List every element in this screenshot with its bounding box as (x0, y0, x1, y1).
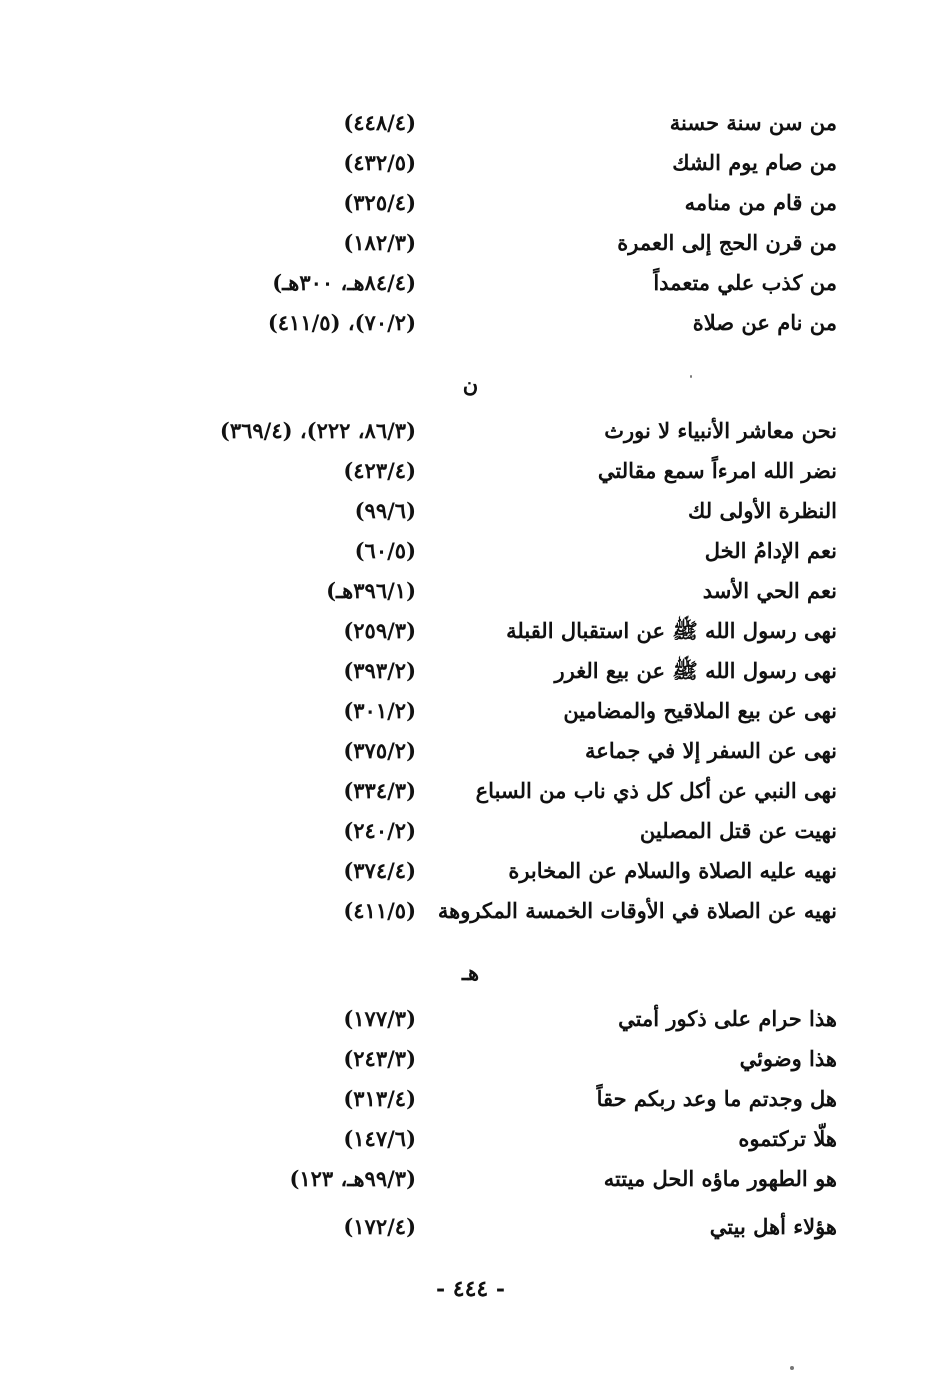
entry-ref: (٣٧٥/٢) (343, 738, 416, 763)
entry-text: نهى رسول الله ﷺ عن بيع الغرر (554, 658, 837, 683)
entry-ref: (٤١١/٥) (343, 898, 416, 923)
entry-text: من قام من منامه (684, 190, 837, 215)
index-entry (0, 896, 941, 936)
entry-text: هل وجدتم ما وعد ربكم حقاً (596, 1086, 837, 1111)
index-entry (0, 108, 941, 148)
index-entry (0, 1212, 941, 1252)
entry-text: هو الطهور ماؤه الحل ميتته (603, 1166, 837, 1191)
index-entry (0, 268, 941, 308)
entry-text: نحن معاشر الأنبياء لا نورث (604, 418, 837, 443)
entry-text: نهى النبي عن أكل كل ذي ناب من السباع (475, 778, 837, 803)
index-entry (0, 536, 941, 576)
entry-ref: (٢٤٣/٣) (343, 1046, 416, 1071)
entry-text: نهيت عن قتل المصلين (639, 818, 837, 843)
section-heading-noon: ن (462, 372, 479, 397)
entry-ref: (٢٤٠/٢) (343, 818, 416, 843)
section-heading-haa: هـ (461, 960, 480, 985)
entry-text: نهيه عن الصلاة في الأوقات الخمسة المكروهة (437, 898, 837, 923)
index-entry (0, 308, 941, 348)
entry-text: هلّا تركتموه (738, 1126, 837, 1151)
entry-ref: (٣٢٥/٤) (343, 190, 416, 215)
page-number: - ٤٤٤ - (435, 1276, 506, 1302)
entry-ref: (٤٢٣/٤) (343, 458, 416, 483)
index-entry (0, 696, 941, 736)
entry-ref: (٧٠/٢)، (٤١١/٥) (267, 310, 416, 335)
scan-speck (690, 375, 692, 378)
index-entry (0, 736, 941, 776)
entry-text: هؤلاء أهل بيتي (709, 1214, 837, 1239)
entry-text: نضر الله امرءاً سمع مقالتي (597, 458, 837, 483)
index-entry (0, 1044, 941, 1084)
entry-ref: (١٧٢/٤) (343, 1214, 416, 1239)
entry-ref: (٩٩/٣هـ، ١٢٣) (289, 1166, 416, 1191)
entry-ref: (٣٠١/٢) (343, 698, 416, 723)
index-entry (0, 576, 941, 616)
entry-ref: (١٨٢/٣) (343, 230, 416, 255)
entry-text: من قرن الحج إلى العمرة (617, 230, 837, 255)
index-entry (0, 188, 941, 228)
entry-text: هذا وضوئي (739, 1046, 837, 1071)
entry-text: نعم الإدامُ الخل (704, 538, 837, 563)
index-entry (0, 616, 941, 656)
index-entry (0, 456, 941, 496)
entry-ref: (٤٣٢/٥) (343, 150, 416, 175)
entry-ref: (٣٩٦/١هـ) (326, 578, 416, 603)
entry-ref: (٣٧٤/٤) (343, 858, 416, 883)
entry-text: من نام عن صلاة (692, 310, 837, 335)
entry-text: هذا حرام على ذكور أمتي (618, 1006, 837, 1031)
entry-ref: (٨٤/٤هـ، ٣٠٠هـ) (272, 270, 416, 295)
entry-text: نهى رسول الله ﷺ عن استقبال القبلة (506, 618, 837, 643)
entry-text: نهى عن السفر إلا في جماعة (585, 738, 837, 763)
index-entry (0, 228, 941, 268)
index-entry (0, 656, 941, 696)
index-entry (0, 1124, 941, 1164)
entry-text: نعم الحي الأسد (702, 578, 837, 603)
entry-ref: (٣٩٣/٢) (343, 658, 416, 683)
index-entry (0, 1084, 941, 1124)
entry-ref: (٣١٣/٤) (343, 1086, 416, 1111)
entry-text: من كذب علي متعمداً (653, 270, 837, 295)
scan-speck (790, 1366, 794, 1370)
entry-ref: (٦٠/٥) (354, 538, 416, 563)
entry-ref: (٨٦/٣، ٢٢٢)، (٣٦٩/٤) (219, 418, 416, 443)
index-entry (0, 1164, 941, 1204)
index-entry (0, 416, 941, 456)
entry-ref: (١٧٧/٣) (343, 1006, 416, 1031)
entry-text: نهيه عليه الصلاة والسلام عن المخابرة (508, 858, 837, 883)
index-entry (0, 148, 941, 188)
entry-ref: (٣٣٤/٣) (343, 778, 416, 803)
entry-text: نهى عن بيع الملاقيح والمضامين (563, 698, 837, 723)
index-entry (0, 776, 941, 816)
index-entry (0, 496, 941, 536)
entry-ref: (٤٤٨/٤) (343, 110, 416, 135)
entry-text: من صام يوم الشك (672, 150, 837, 175)
entry-text: النظرة الأولى لك (688, 498, 837, 523)
index-entry (0, 856, 941, 896)
entry-text: من سن سنة حسنة (669, 110, 837, 135)
index-entry (0, 1004, 941, 1044)
entry-ref: (٩٩/٦) (354, 498, 416, 523)
entry-ref: (١٤٧/٦) (343, 1126, 416, 1151)
entry-ref: (٢٥٩/٣) (343, 618, 416, 643)
index-entry (0, 816, 941, 856)
